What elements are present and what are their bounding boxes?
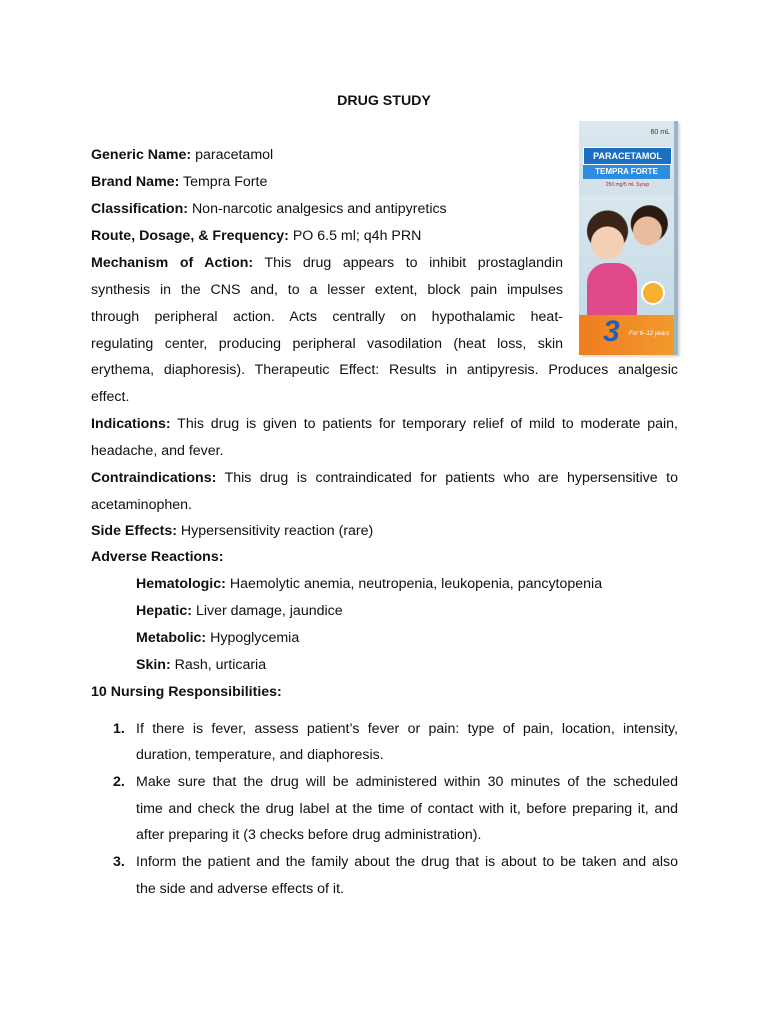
product-volume: 60 mL — [650, 129, 670, 136]
skin-row — [136, 656, 723, 674]
metabolic-label: Metabolic: — [136, 630, 207, 646]
indications-line-1 — [91, 415, 678, 433]
product-brand-line-1: PARACETAMOL — [583, 147, 672, 165]
indications-text-1: This drug is given to patients for temporary relief of mild to moderate pain, — [177, 416, 678, 432]
generic-name-value: paracetamol — [195, 147, 274, 163]
hepatic-label: Hepatic: — [136, 603, 192, 619]
metabolic-value: Hypoglycemia — [210, 630, 300, 646]
indications-line-2: headache, and fever. — [91, 443, 224, 459]
product-box-image — [579, 121, 678, 355]
side-effects-label: Side Effects: — [91, 523, 177, 539]
indications-label: Indications: — [91, 416, 171, 432]
product-brand-line-2: TEMPRA FORTE — [583, 165, 670, 179]
mechanism-line-2: synthesis in the CNS and, to a lesser extent, block pain impulses — [91, 282, 563, 298]
page-title: DRUG STUDY — [337, 93, 431, 109]
route-row — [91, 227, 563, 245]
product-age-range: For 6–12 years — [629, 331, 670, 337]
mechanism-line-6: effect. — [91, 389, 130, 405]
product-seal-icon — [641, 281, 665, 305]
brand-name-value: Tempra Forte — [183, 174, 268, 190]
adverse-reactions-heading: Adverse Reactions: — [91, 549, 224, 565]
classification-value: Non-narcotic analgesics and antipyretics — [191, 201, 447, 217]
mechanism-line-5: erythema, diaphoresis). Therapeutic Effect: Results in antipyresis. Produces analgesic — [91, 362, 678, 378]
contraindications-text-1: This drug is contraindicated for patients who are hypersensitive to — [224, 470, 678, 486]
generic-name-label: Generic Name: — [91, 147, 192, 163]
nursing-heading: 10 Nursing Responsibilities: — [91, 684, 282, 700]
metabolic-row — [136, 629, 723, 647]
classification-label: Classification: — [91, 201, 188, 217]
hepatic-value: Liver damage, jaundice — [195, 603, 343, 619]
skin-value: Rash, urticaria — [174, 657, 267, 673]
hepatic-row — [136, 602, 723, 620]
mechanism-line-1 — [91, 254, 563, 272]
nursing-item-2-line-1: Make sure that the drug will be administered within 30 minutes of the scheduled — [136, 774, 678, 790]
product-big-number: 3 — [603, 315, 620, 348]
mechanism-line-4: regulating center, producing peripheral vasodilation (heat loss, skin — [91, 336, 563, 352]
contraindications-line-2: acetaminophen. — [91, 497, 192, 513]
hematologic-value: Haemolytic anemia, neutropenia, leukopenia, pancytopenia — [229, 576, 603, 592]
mechanism-line-3: through peripheral action. Acts centrally on hypothalamic heat- — [91, 309, 563, 325]
nursing-item-3-line-1: Inform the patient and the family about the drug that is about to be taken and also — [136, 854, 678, 870]
nursing-item-1-line-1: If there is fever, assess patient’s fever or pain: type of pain, location, intensity, — [136, 721, 678, 737]
nursing-item-1-number: 1. — [113, 721, 125, 737]
nursing-item-2-number: 2. — [113, 774, 125, 790]
mechanism-label: Mechanism of Action: — [91, 255, 254, 271]
generic-name-row — [91, 146, 563, 164]
nursing-item-1-line-2: duration, temperature, and diaphoresis. — [136, 747, 384, 763]
nursing-item-3-number: 3. — [113, 854, 125, 870]
hematologic-label: Hematologic: — [136, 576, 226, 592]
route-label: Route, Dosage, & Frequency: — [91, 228, 289, 244]
nursing-item-3-line-2: the side and adverse effects of it. — [136, 881, 344, 897]
classification-row — [91, 200, 563, 218]
hematologic-row — [136, 575, 723, 593]
nursing-item-2-line-3: after preparing it (3 checks before drug administration). — [136, 827, 482, 843]
nursing-item-2-line-2: time and check the drug label at the time of contact with it, before preparing it, and — [136, 801, 678, 817]
mechanism-text-1: This drug appears to inhibit prostaglandin — [264, 255, 563, 271]
side-effects-row — [91, 522, 678, 540]
side-effects-value: Hypersensitivity reaction (rare) — [180, 523, 374, 539]
brand-name-row — [91, 173, 563, 191]
contraindications-label: Contraindications: — [91, 470, 217, 486]
brand-name-label: Brand Name: — [91, 174, 180, 190]
skin-label: Skin: — [136, 657, 171, 673]
contraindications-line-1 — [91, 469, 678, 487]
product-photo-child — [587, 263, 637, 315]
route-value: PO 6.5 ml; q4h PRN — [292, 228, 422, 244]
product-strength: 250 mg/5 mL Syrup — [605, 182, 650, 188]
